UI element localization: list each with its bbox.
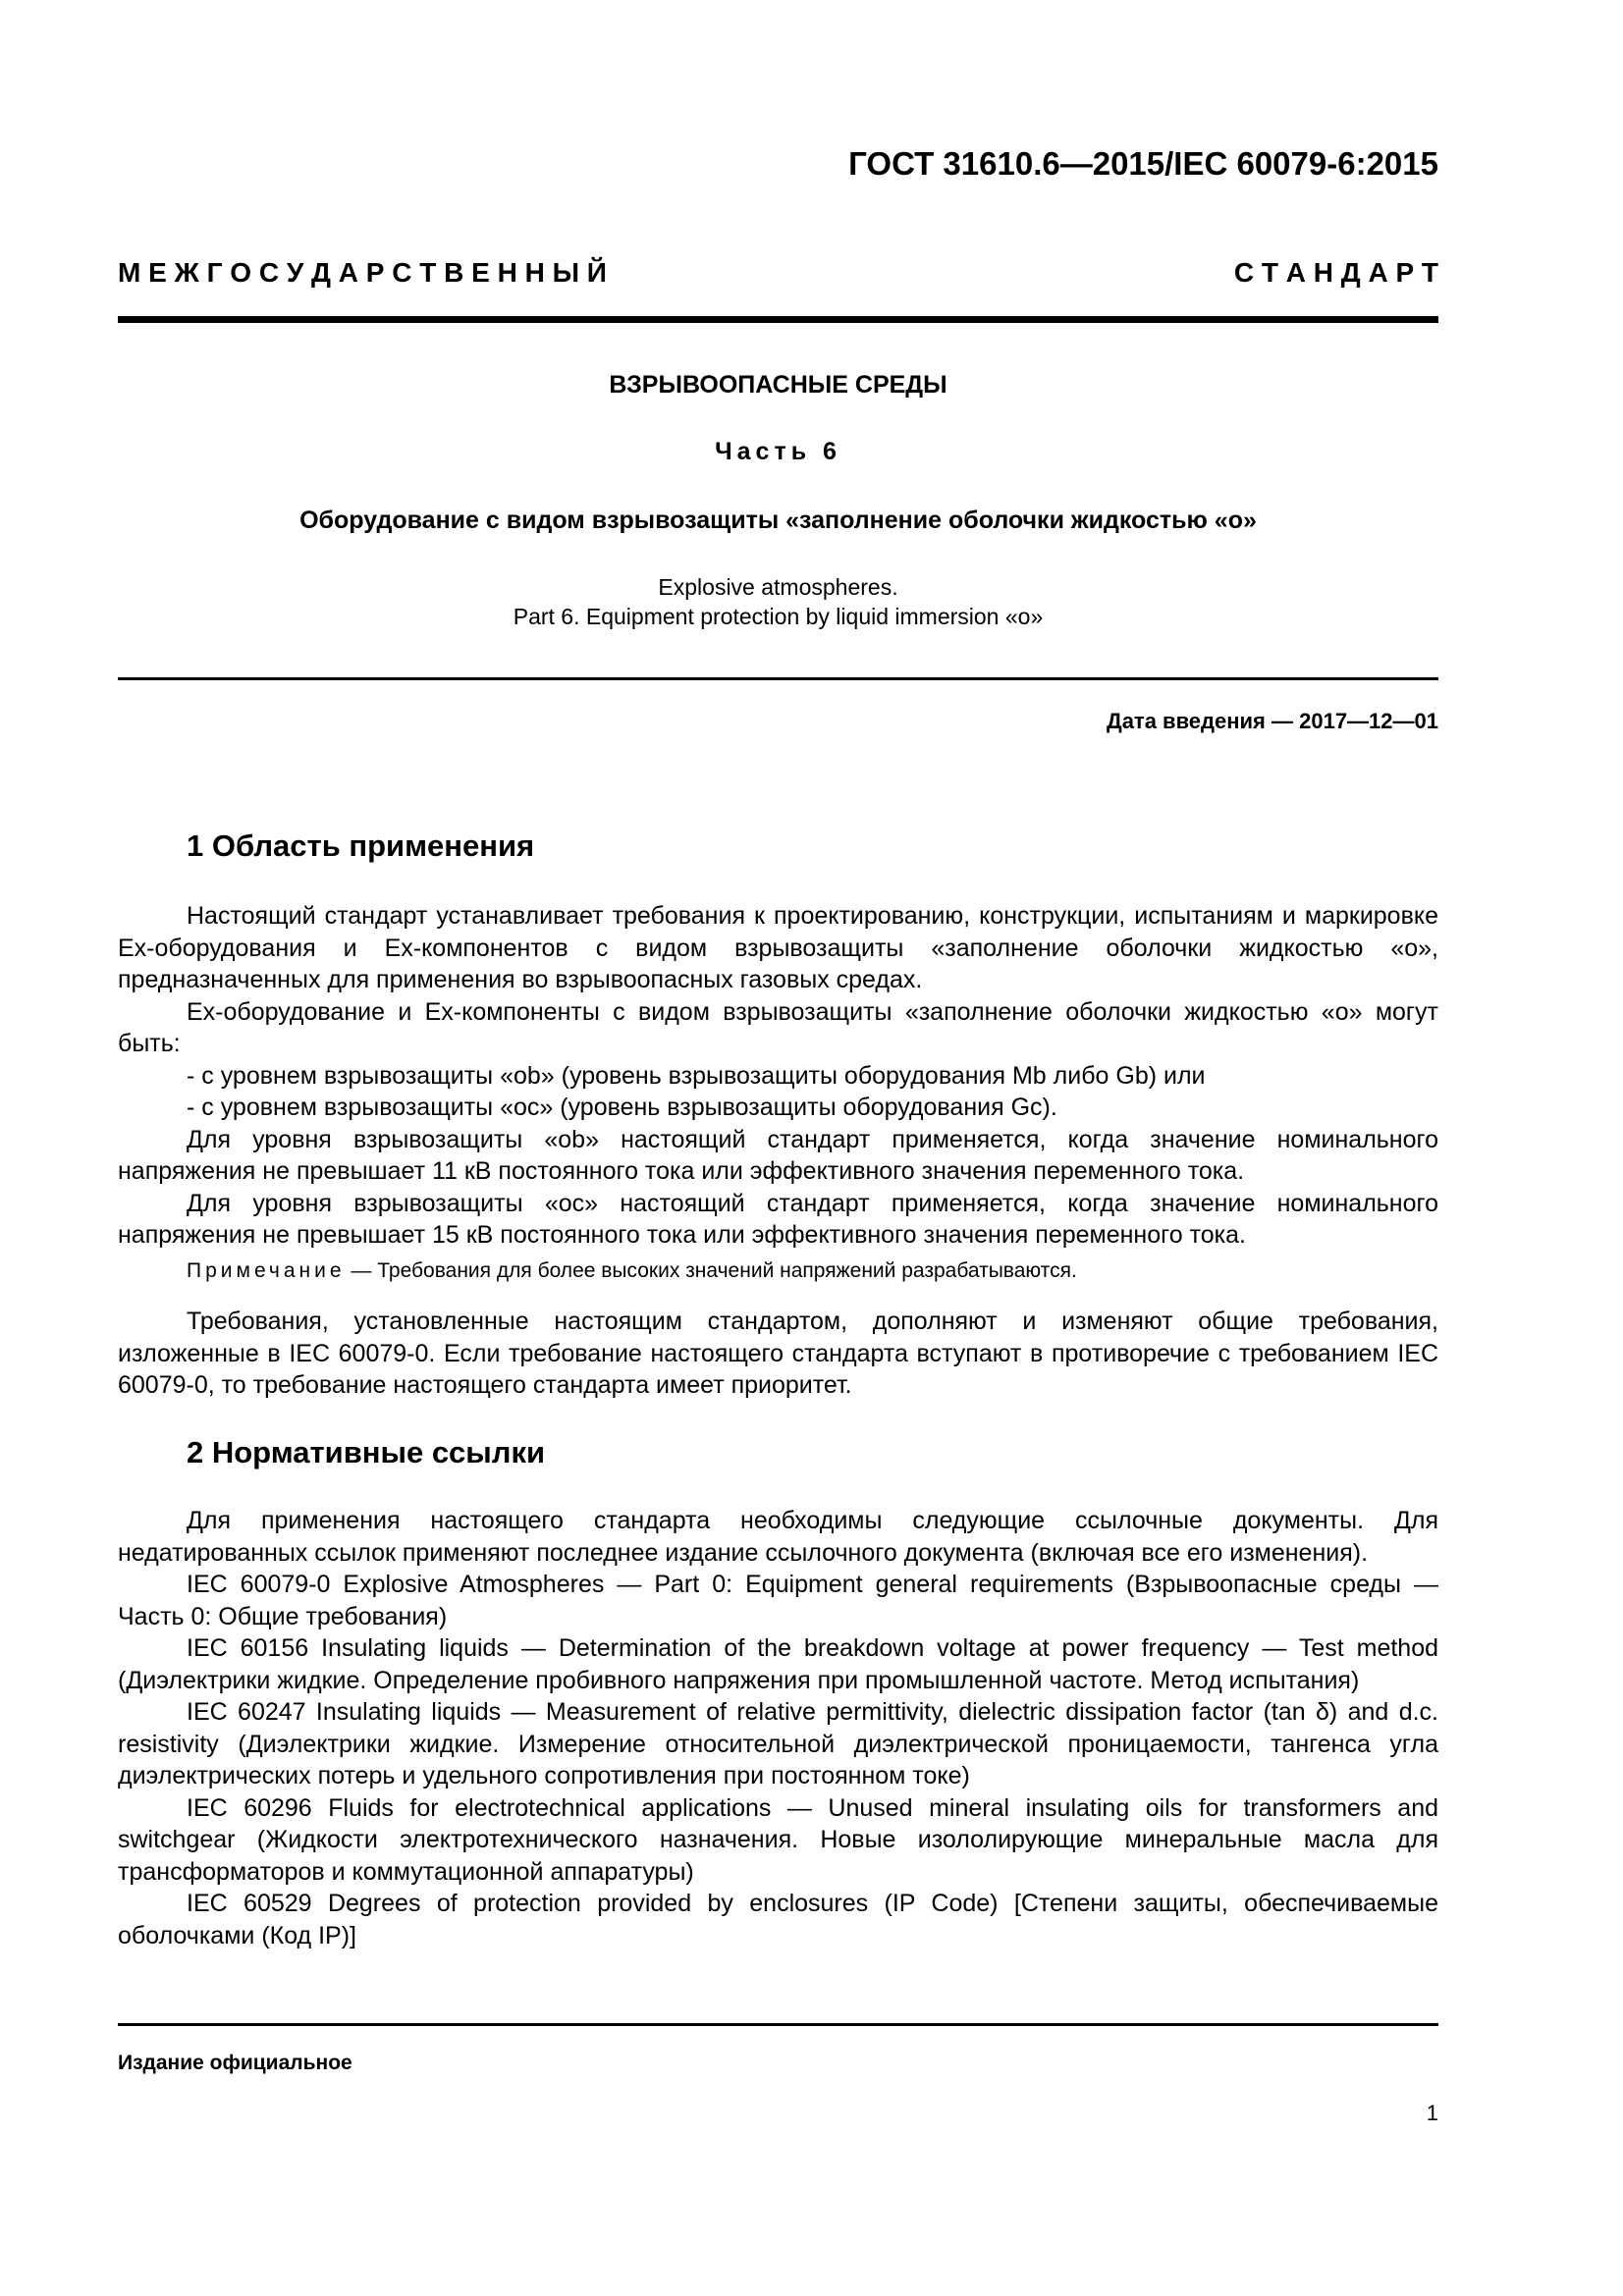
section-1-heading: 1 Область применения — [187, 828, 535, 863]
note — [187, 1259, 1438, 1283]
document-number: ГОСТ 31610.6—2015/IEC 60079-6:2015 — [848, 145, 1438, 182]
reference-item: IEC 60247 Insulating liquids — Measurement of relative permittivity, dielectric dissipation factor (tan δ) and d.c. resistivity (Диэлектрики жидкие. Измерение относительной диэлектрической проницаемости, тангенса угла диэлектрических потерь и удельного сопротивления при постоянном токе) — [118, 1698, 1438, 1789]
reference-item: IEC 60296 Fluids for electrotechnical applications — Unused mineral insulating oils for transformers and switchgear (Жидкости электротехнического назначения. Новые изололирующие минеральные масла для трансформаторов и коммутационной аппаратуры) — [118, 1793, 1438, 1886]
standard-type-word-1: М Е Ж Г О С У Д А Р С Т В Е Н Н Ы Й — [118, 257, 607, 288]
section-1-paragraph: Для уровня взрывозащиты «ob» настоящий стандарт применяется, когда значение номинального напряжения не превышает 11 кВ постоянного тока или эффективного значения переменного тока. — [118, 1125, 1438, 1185]
introduction-date: Дата введения — 2017—12—01 — [1107, 709, 1438, 733]
title-english-line1: Explosive atmospheres. — [658, 574, 898, 600]
section-1-paragraph: Требования, установленные настоящим стандартом, дополняют и изменяют общие требования, изложенные в IEC 60079-0. Если требование настоящего стандарта вступают в противоречие с требованием IEC 60079-0, то требование настоящего стандарта имеет приоритет. — [118, 1308, 1438, 1399]
reference-item: IEC 60156 Insulating liquids — Determination of the breakdown voltage at power frequency — Test method (Диэлектрики жидкие. Определение пробивного напряжения при промышленной частоте. Метод испытания) — [118, 1634, 1438, 1694]
edition-label: Издание официальное — [118, 2052, 352, 2074]
section-1-final-paragraph — [118, 1306, 1438, 1402]
section-2-heading: 2 Нормативные ссылки — [187, 1435, 546, 1469]
footer-rule — [118, 2023, 1438, 2026]
standard-type-word-2: С Т А Н Д А Р Т — [1233, 257, 1438, 288]
section-1-paragraph: Для уровня взрывозащиты «oc» настоящий стандарт применяется, когда значение номинального напряжения не превышает 15 кВ постоянного тока или эффективного значения переменного тока. — [118, 1189, 1438, 1249]
note-label: Примечание — [187, 1259, 346, 1282]
section-1-paragraph: Настоящий стандарт устанавливает требования к проектированию, конструкции, испытаниям и маркировке Ex-оборудования и Ex-компонентов с видом взрывозащиты «заполнение оболочки жидкостью «о», предназначенных для применения во взрывоопасных газовых средах. — [118, 902, 1438, 993]
title-english-line2: Part 6. Equipment protection by liquid immersion «o» — [513, 604, 1044, 629]
page-number: 1 — [1426, 2101, 1438, 2125]
reference-item: IEC 60079-0 Explosive Atmospheres — Part 0: Equipment general requirements (Взрывоопасные среды — Часть 0: Общие требования) — [118, 1571, 1438, 1630]
note-text: — Требования для более высоких значений напряжений разрабатываются. — [351, 1259, 1077, 1282]
list-item: - с уровнем взрывозащиты «ob» (уровень взрывозащиты оборудования Mb либо Gb) или — [187, 1061, 1206, 1090]
title-main: ВЗРЫВООПАСНЫЕ СРЕДЫ — [609, 371, 947, 399]
title-subtitle: Оборудование с видом взрывозащиты «заполнение оболочки жидкостью «о» — [299, 507, 1257, 534]
section-1-paragraph: Ex-оборудование и Ex-компоненты с видом взрывозащиты «заполнение оболочки жидкостью «о» могут быть: — [118, 997, 1438, 1057]
section-2-body — [118, 1505, 1438, 1951]
reference-item: IEC 60529 Degrees of protection provided by enclosures (IP Code) [Степени защиты, обеспечиваемые оболочками (Код IP)] — [118, 1890, 1438, 1949]
section-1-body — [118, 900, 1438, 1252]
title-part: Часть 6 — [715, 438, 841, 465]
list-item: - с уровнем взрывозащиты «oc» (уровень взрывозащиты оборудования Gc). — [187, 1094, 1057, 1121]
header-rule — [118, 316, 1438, 323]
standard-type-heading — [118, 257, 1438, 289]
title-rule — [118, 677, 1438, 680]
section-2-paragraph: Для применения настоящего стандарта необходимы следующие ссылочные документы. Для недатированных ссылок применяют последнее издание ссылочного документа (включая все его изменения). — [118, 1507, 1438, 1567]
